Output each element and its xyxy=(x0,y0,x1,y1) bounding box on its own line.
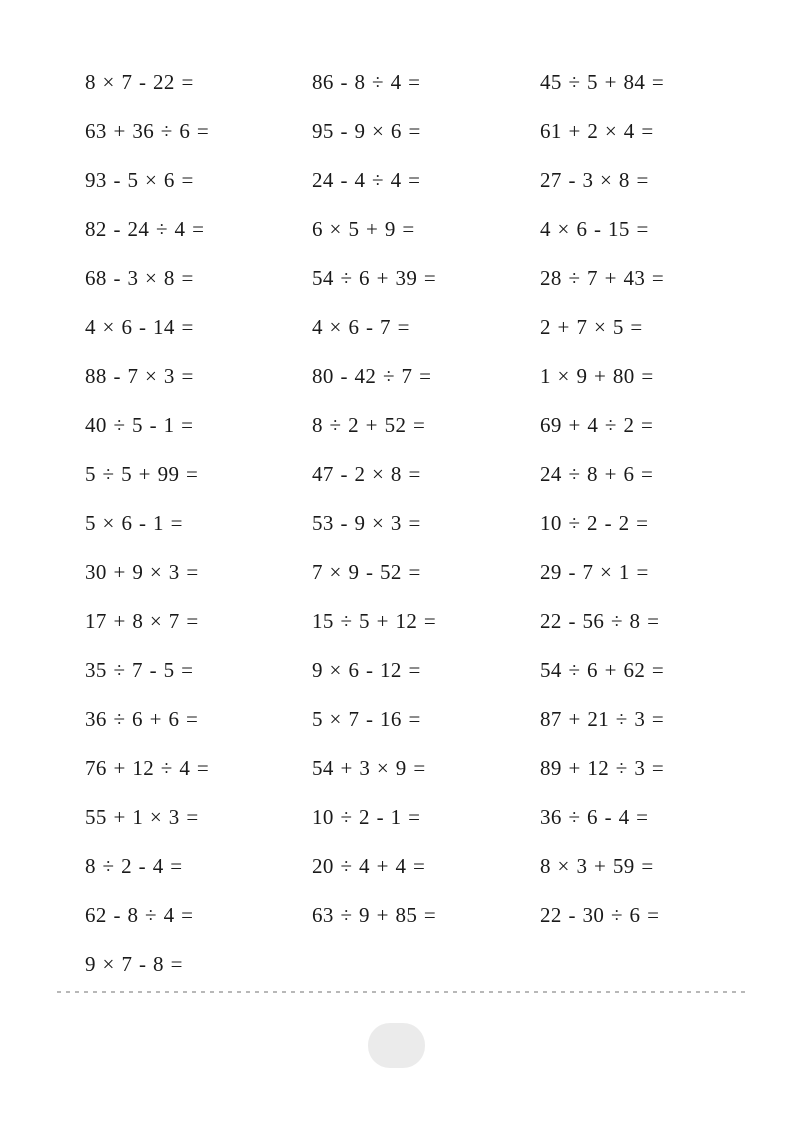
math-problem: 36 ÷ 6 - 4 = xyxy=(540,805,649,829)
math-problem: 36 ÷ 6 + 6 = xyxy=(85,707,199,731)
math-problem: 69 + 4 ÷ 2 = xyxy=(540,413,654,437)
problem-row xyxy=(0,597,793,646)
problem-row xyxy=(0,940,793,989)
math-problem: 1 × 9 + 80 = xyxy=(540,364,654,388)
math-problem: 28 ÷ 7 + 43 = xyxy=(540,266,665,290)
math-problem: 8 × 3 + 59 = xyxy=(540,854,654,878)
math-problem: 15 ÷ 5 + 12 = xyxy=(312,609,437,633)
math-problem: 9 × 6 - 12 = xyxy=(312,658,421,682)
math-problem: 2 + 7 × 5 = xyxy=(540,315,643,339)
math-problem: 35 ÷ 7 - 5 = xyxy=(85,658,194,682)
math-problem: 7 × 9 - 52 = xyxy=(312,560,421,584)
math-problem: 55 + 1 × 3 = xyxy=(85,805,199,829)
problem-row xyxy=(0,156,793,205)
footer-pill xyxy=(368,1023,425,1068)
problem-row xyxy=(0,401,793,450)
problem-row xyxy=(0,450,793,499)
math-problem: 76 + 12 ÷ 4 = xyxy=(85,756,210,780)
math-problem: 86 - 8 ÷ 4 = xyxy=(312,70,421,94)
math-problem: 24 ÷ 8 + 6 = xyxy=(540,462,654,486)
problem-row xyxy=(0,107,793,156)
math-problem: 22 - 30 ÷ 6 = xyxy=(540,903,660,927)
problem-row xyxy=(0,254,793,303)
math-problem: 62 - 8 ÷ 4 = xyxy=(85,903,194,927)
math-problem: 95 - 9 × 6 = xyxy=(312,119,421,143)
math-problem: 8 ÷ 2 - 4 = xyxy=(85,854,183,878)
math-problem: 54 + 3 × 9 = xyxy=(312,756,426,780)
math-problem: 61 + 2 × 4 = xyxy=(540,119,654,143)
problem-row xyxy=(0,793,793,842)
math-problem: 88 - 7 × 3 = xyxy=(85,364,194,388)
math-problem: 22 - 56 ÷ 8 = xyxy=(540,609,660,633)
problem-row xyxy=(0,744,793,793)
math-problem: 4 × 6 - 7 = xyxy=(312,315,410,339)
math-problem: 4 × 6 - 15 = xyxy=(540,217,649,241)
problem-row xyxy=(0,58,793,107)
math-problem: 89 + 12 ÷ 3 = xyxy=(540,756,665,780)
math-problem: 29 - 7 × 1 = xyxy=(540,560,649,584)
math-problem: 10 ÷ 2 - 2 = xyxy=(540,511,649,535)
math-problem: 54 ÷ 6 + 39 = xyxy=(312,266,437,290)
problem-row xyxy=(0,352,793,401)
math-problem: 27 - 3 × 8 = xyxy=(540,168,649,192)
math-problem: 24 - 4 ÷ 4 = xyxy=(312,168,421,192)
math-problem: 45 ÷ 5 + 84 = xyxy=(540,70,665,94)
math-problem: 40 ÷ 5 - 1 = xyxy=(85,413,194,437)
math-problem: 80 - 42 ÷ 7 = xyxy=(312,364,432,388)
problem-row xyxy=(0,205,793,254)
math-problem: 5 × 6 - 1 = xyxy=(85,511,183,535)
math-problem: 82 - 24 ÷ 4 = xyxy=(85,217,205,241)
math-problem: 5 × 7 - 16 = xyxy=(312,707,421,731)
math-problem: 93 - 5 × 6 = xyxy=(85,168,194,192)
math-problem: 87 + 21 ÷ 3 = xyxy=(540,707,665,731)
math-problem: 63 + 36 ÷ 6 = xyxy=(85,119,210,143)
math-problem: 47 - 2 × 8 = xyxy=(312,462,421,486)
math-problem: 10 ÷ 2 - 1 = xyxy=(312,805,421,829)
problem-grid xyxy=(0,58,793,989)
math-problem: 30 + 9 × 3 = xyxy=(85,560,199,584)
problem-row xyxy=(0,695,793,744)
math-problem: 8 × 7 - 22 = xyxy=(85,70,194,94)
dotted-divider xyxy=(57,991,747,993)
math-problem: 53 - 9 × 3 = xyxy=(312,511,421,535)
math-problem: 54 ÷ 6 + 62 = xyxy=(540,658,665,682)
problem-row xyxy=(0,499,793,548)
problem-row xyxy=(0,646,793,695)
problem-row xyxy=(0,548,793,597)
math-problem: 17 + 8 × 7 = xyxy=(85,609,199,633)
math-problem: 5 ÷ 5 + 99 = xyxy=(85,462,199,486)
math-problem: 20 ÷ 4 + 4 = xyxy=(312,854,426,878)
problem-row xyxy=(0,891,793,940)
math-problem: 68 - 3 × 8 = xyxy=(85,266,194,290)
math-problem: 9 × 7 - 8 = xyxy=(85,952,183,976)
math-problem: 63 ÷ 9 + 85 = xyxy=(312,903,437,927)
problem-row xyxy=(0,303,793,352)
problem-row xyxy=(0,842,793,891)
math-problem: 6 × 5 + 9 = xyxy=(312,217,415,241)
math-problem: 4 × 6 - 14 = xyxy=(85,315,194,339)
math-problem: 8 ÷ 2 + 52 = xyxy=(312,413,426,437)
